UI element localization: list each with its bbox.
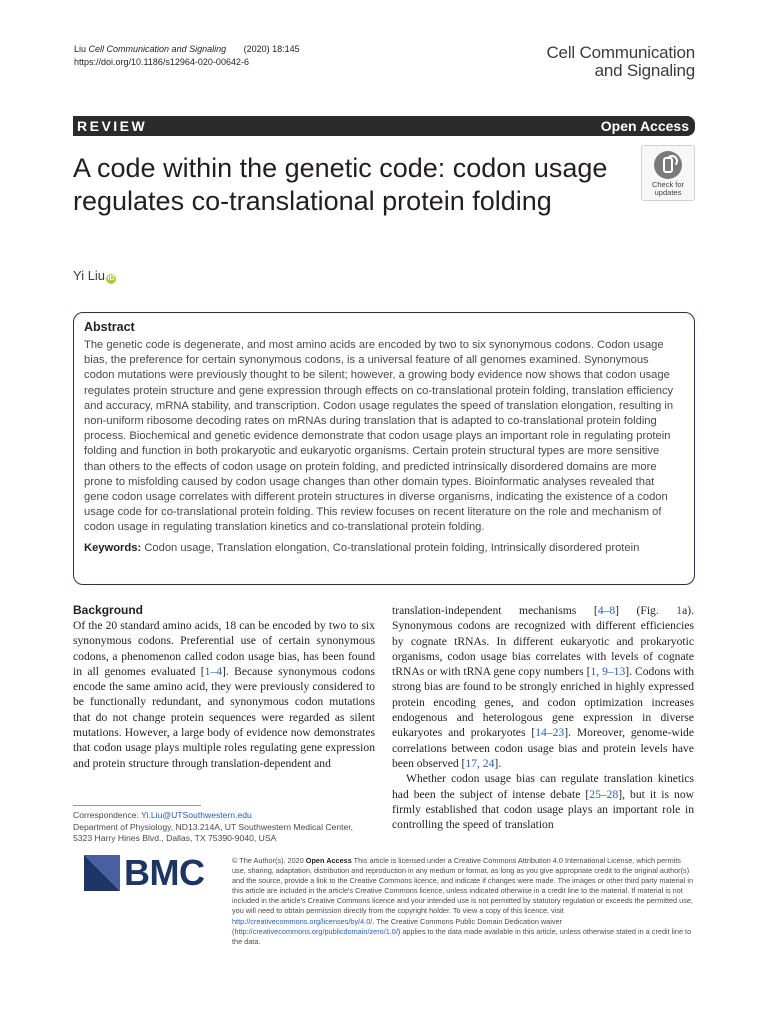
citation-link[interactable]: 1, 9–13 [590, 665, 626, 679]
paragraph: translation-independent mechanisms [4–8] (Fig. 1a). Synonymous codons are recognized with different efficiencies by cognate tRNAs. In different eukaryotic and prokaryotic organisms, codon usage bias correlates with levels of cognate tRNAs or with tRNA gene copy numbers [1, 9–13]. Codons with strong bias are found to be strongly enriched in highly expressed protein encoding genes, and codon optimization increases endogenous and heterologous gene expression in diverse eukaryotes and prokaryotes [14–23]. Moreover, genome-wide correlations between codon usage bias and protein levels have been observed [17, 24]. [392, 604, 694, 770]
abstract-text: The genetic code is degenerate, and most amino acids are encoded by two to six synonymous codons. Codon usage bias, the preference for certain synonymous codons, is a universal feature of all genomes examined. Synonymous codon mutations were previously thought to be silent; however, a growing body evidence now shows that codon usage regulates protein structure and gene expression through effects on co-translational protein folding, translation efficiency and accuracy, mRNA stability, and transcription. Codon usage regulates the speed of translation elongation, resulting in non-uniform ribosome decoding rates on mRNAs during translation that is adapted to co-translational protein folding process. Biochemical and genetic evidence demonstrate that codon usage plays an important role in regulating protein folding and function in both prokaryotic and eukaryotic organisms. Certain protein structural types are more sensitive than others to the effects of codon usage on protein folding, and predicted intrinsically disordered domains are more prone to misfolding caused by codon usage changes than other domain types. Bioinformatic analyses revealed that gene codon usage correlates with different protein structures in diverse organisms, indicating the existence of a codon usage code for co-translational protein folding. This review focuses on recent literature on the role and mechanism of codon usage in regulating translation kinetics and co-translational protein folding. [84, 339, 674, 534]
bmc-logo-icon [84, 855, 120, 891]
citation-link[interactable]: 4–8 [597, 604, 616, 617]
bmc-logo [84, 852, 218, 893]
check-for-updates-badge[interactable] [641, 145, 695, 201]
correspondence-footnote: Correspondence: Yi.Liu@UTSouthwestern.edu Department of Physiology, ND13.214A, UT Southwestern Medical Center, 5323 Harry Hines Blvd., Dallas, TX 75390-9040, USA [73, 810, 354, 843]
body-column-right [392, 603, 694, 832]
body-column-left [73, 603, 375, 771]
abstract-heading: Abstract [84, 320, 135, 334]
citation-link[interactable]: 14–23 [535, 726, 565, 740]
correspondence-email-link[interactable]: Yi.Liu@UTSouthwestern.edu [141, 810, 252, 820]
keywords [84, 541, 682, 556]
citation-line: Liu Cell Communication and Signaling (2020) 18:145 [74, 44, 300, 54]
running-header [74, 43, 300, 69]
paragraph: Of the 20 standard amino acids, 18 can be encoded by two to six synonymous codons. Preferential use of certain synonymous codons, a phenomenon called codon usage bias, has been found in all genomes evaluated [1–4]. Because synonymous codons encode the same amino acid, they were previously considered to be functionally redundant, and synonymous codon mutations that do not change protein sequences were regarded as silent mutations. However, a large body of evidence now demonstrates that codon usage plays multiple roles regulating gene expression and protein structure through translation-dependent and [73, 619, 375, 770]
keywords-list: Codon usage, Translation elongation, Co-translational protein folding, Intrinsically disordered protein [144, 541, 640, 554]
keywords-label: Keywords: [84, 541, 142, 554]
author-name[interactable]: Yi Liu [73, 268, 106, 283]
abstract-box [73, 312, 695, 585]
cc-zero-license-link[interactable]: http://creativecommons.org/publicdomain/zero/1.0/ [234, 926, 398, 936]
open-access-label: Open Access [600, 118, 689, 134]
article-title: A code within the genetic code: codon usage regulates co-translational protein folding [73, 153, 608, 216]
check-for-updates-label: Check for updates [651, 180, 685, 197]
cc-by-license-link[interactable]: http://creativecommons.org/licenses/by/4.0/ [232, 916, 373, 926]
citation-link[interactable]: 25–28 [589, 787, 619, 801]
author-line [73, 268, 116, 284]
journal-name-italic: Cell Communication and Signaling [88, 44, 227, 54]
paragraph: Whether codon usage bias can regulate translation kinetics had been the subject of intense debate [25–28], but it is now firmly established that codon usage plays an important role in controlling the speed of translation [392, 772, 695, 832]
orcid-icon[interactable]: iD [107, 275, 115, 282]
journal-logo-text: Cell Communication and Signaling [546, 43, 695, 80]
bmc-logo-text: BMC [124, 852, 205, 893]
citation-link[interactable]: 1–4 [204, 664, 222, 678]
license-statement: © The Author(s). 2020 Open Access This article is licensed under a Creative Commons Attribution 4.0 International License, which permits use, sharing, adaptation, distribution and reproduction in any medium or format, as long as you give appropriate credit to the original author(s) and the source, provide a link to the Creative Commons licence, and indicate if changes were made. The images or other third party material in this article are included in the article's Creative Commons licence, unless indicated otherwise in a credit line to the material. If material is not included in the article's Creative Commons licence and your intended use is not permitted by statutory regulation or exceeds the permitted use, you will need to obtain permission directly from the copyright holder. To view a copy of this licence, visit http://creativecommons.org/licenses/by/4.0/. The Creative Commons Public Domain Dedication waiver (http://creativecommons.org/publicdomain/zero/1.0/) applies to the data made available in this article, unless otherwise stated in a credit line to the data. [232, 856, 694, 946]
open-access-bold: Open Access [305, 856, 352, 865]
doi-link[interactable]: https://doi.org/10.1186/s12964-020-00642-6 [74, 57, 249, 67]
section-heading-background: Background [73, 603, 144, 617]
footnote-divider [73, 805, 201, 806]
article-type-label: REVIEW [77, 118, 148, 134]
bookmark-icon [654, 151, 682, 179]
figure-link[interactable]: 1 [676, 604, 683, 617]
citation-link[interactable]: 17, 24 [465, 756, 495, 770]
article-type-banner [73, 116, 695, 136]
